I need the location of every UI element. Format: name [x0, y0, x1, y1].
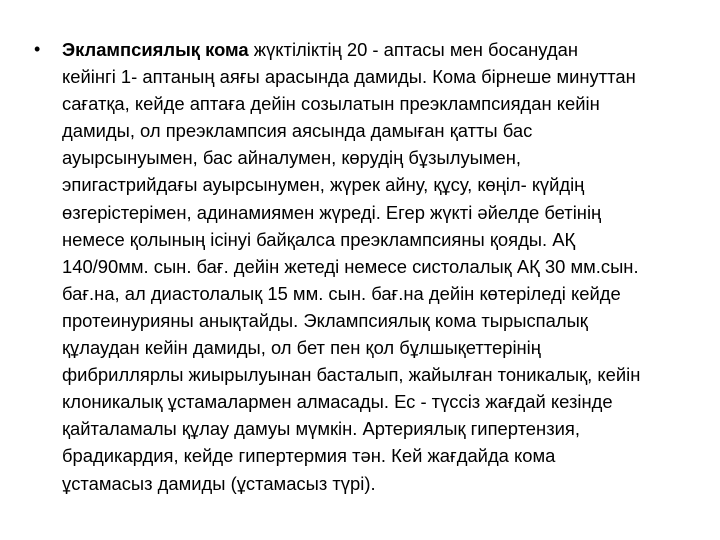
text-line: құлаудан кейін дамиды, ол бет пен қол бұлшықеттерінің: [62, 337, 541, 359]
text-line: 140/90мм. сын. бағ. дейін жетеді немесе систолалық АҚ 30 мм.сын.: [62, 255, 639, 277]
text-line: дамиды, ол преэклампсия аясында дамыған қатты бас: [62, 120, 533, 142]
text-line: эпигастрийдағы ауырсынумен, жүрек айну, құсу, көңіл- күйдің: [62, 174, 585, 196]
text-line: қайталамалы құлау дамуы мүмкін. Артериялық гипертензия,: [62, 418, 580, 440]
text-line: брадикардия, кейде гипертермия тән. Кей жағдайда кома: [62, 445, 556, 467]
text-line: фибриллярлы жиырылуынан басталып, жайылған тоникалық, кейін: [62, 364, 641, 386]
text-line: ауырсынуымен, бас айналумен, көрудің бұзылуымен,: [62, 147, 522, 169]
text-line: бағ.на, ал диастолалық 15 мм. сын. бағ.на дейін көтеріледі кейде: [62, 282, 621, 304]
text-line: [62, 36, 684, 63]
text-line: сағатқа, кейде аптаға дейін созылатын преэклампсиядан кейін: [62, 93, 600, 115]
text-line: өзгерістерімен, адинамиямен жүреді. Егер жүкті әйелде бетінің: [62, 201, 602, 223]
text-line: кейінгі 1- аптаның аяғы арасында дамиды. Кома бірнеше минуттан: [62, 66, 636, 88]
text-line: немесе қолының ісінуі байқалса преэклампсияны қояды. АҚ: [62, 228, 576, 250]
text-line-part: жүктіліктің 20 - аптасы мен босанудан: [248, 39, 578, 60]
text-line: клоникалық ұстамалармен алмасады. Ес - түссіз жағдай кезінде: [62, 391, 613, 413]
bullet-icon: •: [34, 39, 41, 59]
term-bold: Эклампсиялық кома: [62, 39, 249, 60]
bullet-item: [34, 36, 684, 497]
bullet-text: [62, 36, 684, 497]
text-line: ұстамасыз дамиды (ұстамасыз түрі).: [62, 472, 376, 494]
text-line: протеинурияны анықтайды. Эклампсиялық кома тырыспалық: [62, 309, 588, 331]
